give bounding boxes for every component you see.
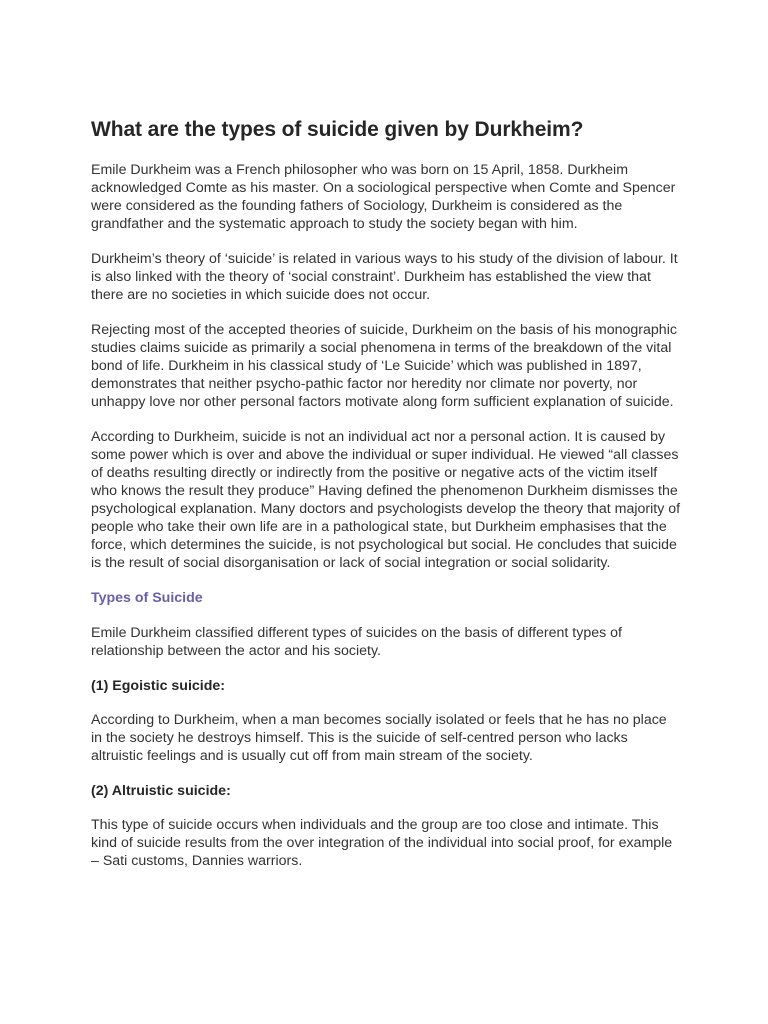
egoistic-paragraph: According to Durkheim, when a man becomes socially isolated or feels that he has no place in the society he destroys himself. This is the suicide of self-centred person who lacks altruistic feelings and is usually cut off from main stream of the society. bbox=[91, 712, 667, 764]
types-intro-paragraph: Emile Durkheim classified different types of suicides on the basis of different types of relationship between the actor and his society. bbox=[91, 625, 622, 659]
page-title: What are the types of suicide given by Durkheim? bbox=[91, 118, 584, 141]
theory-paragraph: Durkheim’s theory of ‘suicide’ is related in various ways to his study of the division of labour. It is also linked with the theory of ‘social constraint’. Durkheim has established the view that there are no societies in which suicide does not occur. bbox=[91, 251, 678, 303]
document-page bbox=[91, 116, 681, 887]
altruistic-paragraph: This type of suicide occurs when individuals and the group are too close and intimate. This kind of suicide results from the over integration of the individual into social proof, for example – Sati customs, Dannies warriors. bbox=[91, 817, 673, 869]
altruistic-heading: (2) Altruistic suicide: bbox=[91, 783, 231, 799]
intro-paragraph: Emile Durkheim was a French philosopher who was born on 15 April, 1858. Durkheim acknowledged Comte as his master. On a sociological perspective when Comte and Spencer were considered as the founding fathers of Sociology, Durkheim is considered as the grandfather and the systematic approach to study the society began with him. bbox=[91, 162, 676, 232]
social-cause-paragraph: According to Durkheim, suicide is not an individual act nor a personal action. It is caused by some power which is over and above the individual or super individual. He viewed “all classes of deaths resulting directly or indirectly from the positive or negative acts of the victim itself who knows the result they produce” Having defined the phenomenon Durkheim dismisses the psychological explanation. Many doctors and psychologists develop the theory that majority of people who take their own life are in a pathological state, but Durkheim emphasises that the force, which determines the suicide, is not psychological but social. He concludes that suicide is the result of social disorganisation or lack of social integration or social solidarity. bbox=[91, 429, 681, 571]
egoistic-heading: (1) Egoistic suicide: bbox=[91, 678, 226, 694]
rejection-paragraph: Rejecting most of the accepted theories of suicide, Durkheim on the basis of his monographic studies claims suicide as primarily a social phenomena in terms of the breakdown of the vital bond of life. Durkheim in his classical study of ‘Le Suicide’ which was published in 1897, demonstrates that neither psycho-pathic factor nor heredity nor climate nor poverty, nor unhappy love nor other personal factors motivate along form sufficient explanation of suicide. bbox=[91, 322, 677, 410]
section-heading-types: Types of Suicide bbox=[91, 590, 203, 606]
